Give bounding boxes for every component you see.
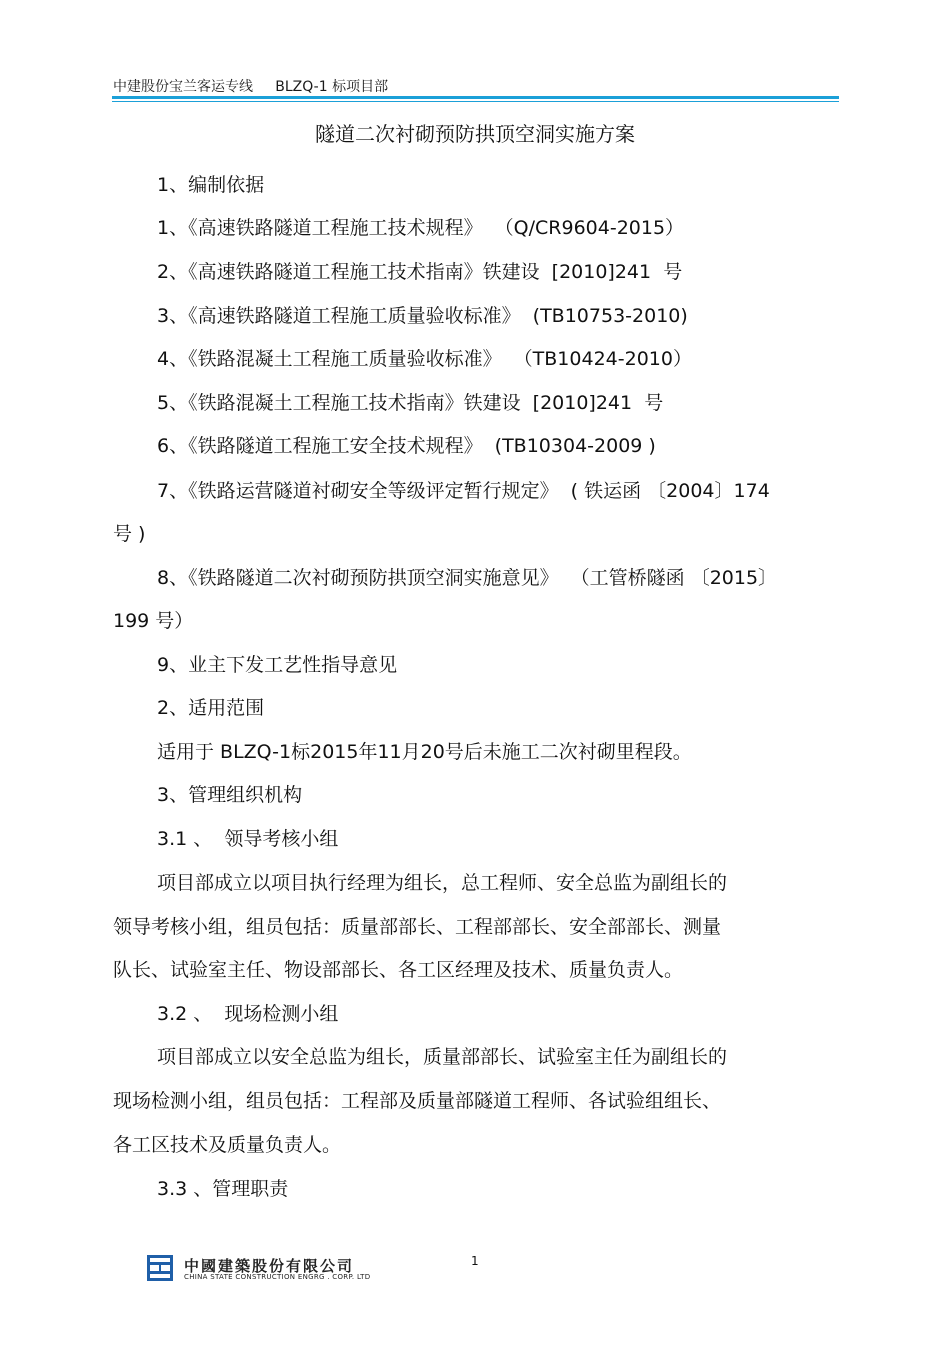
paragraph-line: 各工区技术及质量负责人。: [113, 1134, 342, 1156]
section-heading: 1、编制依据: [157, 174, 265, 196]
reference-item: 7、《铁路运营隧道衬砌安全等级评定暂行规定》 ( 铁运函 〔2004〕174: [157, 480, 770, 502]
header-rule-thin: [112, 101, 839, 102]
reference-item: 8、《铁路隧道二次衬砌预防拱顶空洞实施意见》 （工管桥隧函 〔2015〕: [157, 567, 778, 589]
company-name-en: CHINA STATE CONSTRUCTION ENGRG . CORP. LTD: [184, 1273, 371, 1281]
china-state-construction-logo-icon: [147, 1255, 173, 1285]
paragraph-line: 项目部成立以项目执行经理为组长，总工程师、安全总监为副组长的: [157, 872, 728, 894]
reference-item: 9、业主下发工艺性指导意见: [157, 654, 398, 676]
reference-item: 5、《铁路混凝土工程施工技术指南》铁建设 [2010]241 号: [157, 392, 664, 414]
subsection-heading: 3.3 、管理职责: [157, 1178, 289, 1200]
reference-item-continuation: 199 号）: [113, 610, 194, 632]
header-rule-thick: [112, 96, 839, 99]
document-title: 隧道二次衬砌预防拱顶空洞实施方案: [315, 122, 635, 146]
page-header: 中建股份宝兰客运专线 BLZQ-1 标项目部: [113, 79, 389, 95]
subsection-heading: 3.1 、 领导考核小组: [157, 828, 339, 850]
page-number: 1: [471, 1254, 479, 1268]
reference-item: 6、《铁路隧道工程施工安全技术规程》 (TB10304-2009 ): [157, 435, 656, 457]
reference-item-continuation: 号 ): [113, 523, 146, 545]
paragraph-line: 队长、试验室主任、物设部部长、各工区经理及技术、质量负责人。: [113, 959, 684, 981]
reference-item: 4、《铁路混凝土工程施工质量验收标准》 （TB10424-2010）: [157, 348, 692, 370]
reference-item: 3、《高速铁路隧道工程施工质量验收标准》 (TB10753-2010): [157, 305, 688, 327]
subsection-heading: 3.2 、 现场检测小组: [157, 1003, 339, 1025]
reference-item: 1、《高速铁路隧道工程施工技术规程》 （Q/CR9604-2015）: [157, 217, 685, 239]
section-heading: 3、管理组织机构: [157, 784, 303, 806]
paragraph-line: 适用于 BLZQ-1标2015年11月20号后未施工二次衬砌里程段。: [157, 741, 692, 763]
paragraph-line: 项目部成立以安全总监为组长，质量部部长、试验室主任为副组长的: [157, 1046, 728, 1068]
reference-item: 2、《高速铁路隧道工程施工技术指南》铁建设 [2010]241 号: [157, 261, 683, 283]
paragraph-line: 现场检测小组，组员包括：工程部及质量部隧道工程师、各试验组组长、: [113, 1090, 722, 1112]
paragraph-line: 领导考核小组，组员包括：质量部部长、工程部部长、安全部部长、测量: [113, 916, 722, 938]
section-heading: 2、适用范围: [157, 697, 265, 719]
company-name-cn: 中國建築股份有限公司: [184, 1257, 355, 1275]
